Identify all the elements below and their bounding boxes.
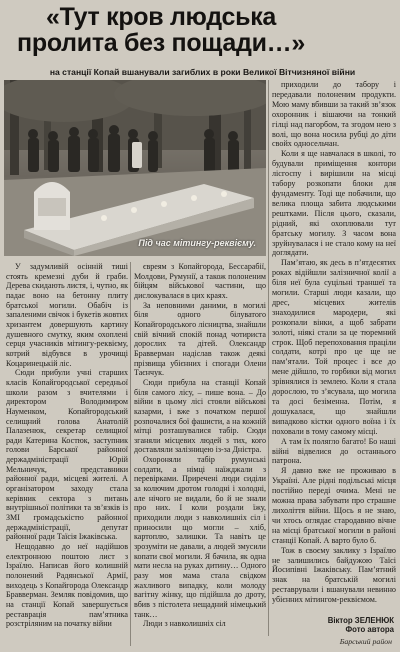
article-column-2 [134, 262, 266, 646]
photo-credit: Фото автора [345, 625, 394, 634]
author-name: Віктор ЗЕЛЕНЮК [327, 616, 394, 625]
paragraph: Тож в своєму заклику з Ізраїлю не залишились байдужою Таїсі Йосипівні Іжаківську. Пам’ятний знак на братській могилі реставрували і вшанували невинно убієнних мітингом-реквіємом. [272, 545, 396, 605]
memorial-photo-image [4, 80, 266, 256]
paragraph: Люди з навколишніх сіл [143, 619, 226, 629]
article-byline [274, 616, 394, 634]
paragraph: євреям з Копайгорода, Бессарабії, Молдови, Румунії, а також полоненим бійцям військової частини, що дислокувалася в цих краях. [134, 262, 266, 300]
paragraph: А там їх полягло багато! Бо наші війні відвелися до останнього патрона. [272, 436, 396, 466]
paragraph: Сюди прибула на станції Копай біля самого лісу, – пише вона. – До війни в цьому лісі стояли військові казарми, і вже з початком першої розпочалися бої фашисти, а на кожній мітці розташувалися табір. Сюди зганяли місцевих людей з тих, кого доставляли залізницею із-за Дністра. [134, 377, 266, 455]
paragraph: За неповними даними, в могилі біля одного білуватого Копайгородського лісництва, знайшли свій вічний спокій понад чотириста дорослих та дітей. Олександр Бравверман надіслав також деякі прізвища убієнних і спогади Олени Таєнчук. [134, 300, 266, 378]
paragraph: Я давно вже не проживаю в Україні. Але рідні подільські місця постійно переді очима. Мені не можна права забувати про страшне лихоліття війни. Щось я не знаю, чи хтось оглядає стародавню вічне на місці братської могили в районі станції Копай. А варто було б. [272, 466, 396, 545]
photo-caption: Під час мітингу-реквієму. [138, 238, 256, 248]
paragraph: У задумливій осінній тиші стоять кремезні дуби й граби. Дерева скидають листя, і, чутно, як падає воно на бетонну плиту братської могили. Обабіч із запаленими свічок і букетів жовтих хризантем довершують картину душевного смутку, яким охоплені серця учасників мітингу-реквієму, котрий відбувся в урочищі Коцаринецькій ліс. [6, 262, 128, 368]
paragraph: Охороняли табір румунські солдати, а німці наїжджали з перевірками. Приречені люди сиділи за колючим дротом голодні і холодні, але нічого не видали, бо й не знали про них. І коли роздали їжу, приходили люди з навколишніх сіл і приносили що могли – хліб, картоплю, залишки. Та навіть це зрозуміти не давали, а людей змусили копати свої могили. Я бачила, як одна мати несла на руках дитину… Одного разу моя мама стала свідком жахливого випадку, коли молоду вагітну жінку, що підійшла до дроту, вбив з пістолета нещадний німецький танк… [134, 455, 266, 619]
column-divider [130, 262, 131, 646]
memorial-photo [4, 80, 266, 256]
paragraph: Коли я ще навчалася в школі, то будували приміщення контори лісгоспу і вирішили на місці табору розкопати блоки для фундаменту. Тоді ще побачили, що велика площа забита людськими рештками. Після цього, сказали, рідний, які охоплювали тут братську могилу. З часом вона зруйнувалася і не стало кому на неї доглядати. [272, 149, 396, 258]
article-column-1 [6, 262, 128, 646]
paragraph: Пам’ятаю, як десь в п’ятдесятих роках відійшли залізничної колії а біля неї була суцільні траншеї та могили. Старші люди казали, що дрес, місцевих жителів знаходилися мародери, які розкопали вінки, а щоб забрати золоті, ніякі стали за це тюремний строк. Щоб перепоховання праціли солдати, котрі про це ще не пам’ятали. Той процес і все до мене дійшло, то горбики від могил зрівнялися із землею. Коли я стала дорослою, то з’ясувала, що могила та досі безіменна. Потім, я дошукалася, що знайшли випадково кістки одного воїна і їх поховали в тому самому місці. [272, 258, 396, 436]
article-subheadline: на станції Копай вшанували загиблих в роки Великої Вітчизняної війни [49, 67, 356, 77]
paragraph: Нещодавно до неї надійшов електронною поштою лист з Ізраїлю. Написав його колишній полонений Радянської Армії, виходець з Копайгорода Олександр Бравверман. Земляк повідомив, що на станції Копай завершується реставрація пам’ятника розстріляним на початку війни [6, 542, 128, 629]
article-column-3 [272, 80, 396, 636]
paragraph: приходили до табору і передавали полоненим продукти. Мою маму вбивши за такий зв’язок охоронник і вішаючи на тонкий гілці над пагорбом, та згодом нею з волі, що вона носила рубці до діти свойх односельчан. [272, 80, 396, 149]
article-source: Барський район [339, 637, 392, 646]
column-divider [268, 80, 269, 636]
paragraph: Сюди прибули учні старших класів Копайгородської середньої школи разом з вчителями і директором Володимиром Науменком, Копайгородський селищний голова Анатолій Палазенюк, секретар селищної ради Катерина Костюк, заступник голови Барської районної держадміністрації Юрій Мельничук, представники районної ради, місцеві жителі. А організатором заходу стала керівник сектора з питань внутрішньої політики та зв’язків із ЗМІ громадськістю районної держадміністрації, депутат районної ради Таїсія Іжаківська. [6, 368, 128, 542]
article-headline: «Тут кров людська пролита без пощади…» [17, 3, 305, 57]
